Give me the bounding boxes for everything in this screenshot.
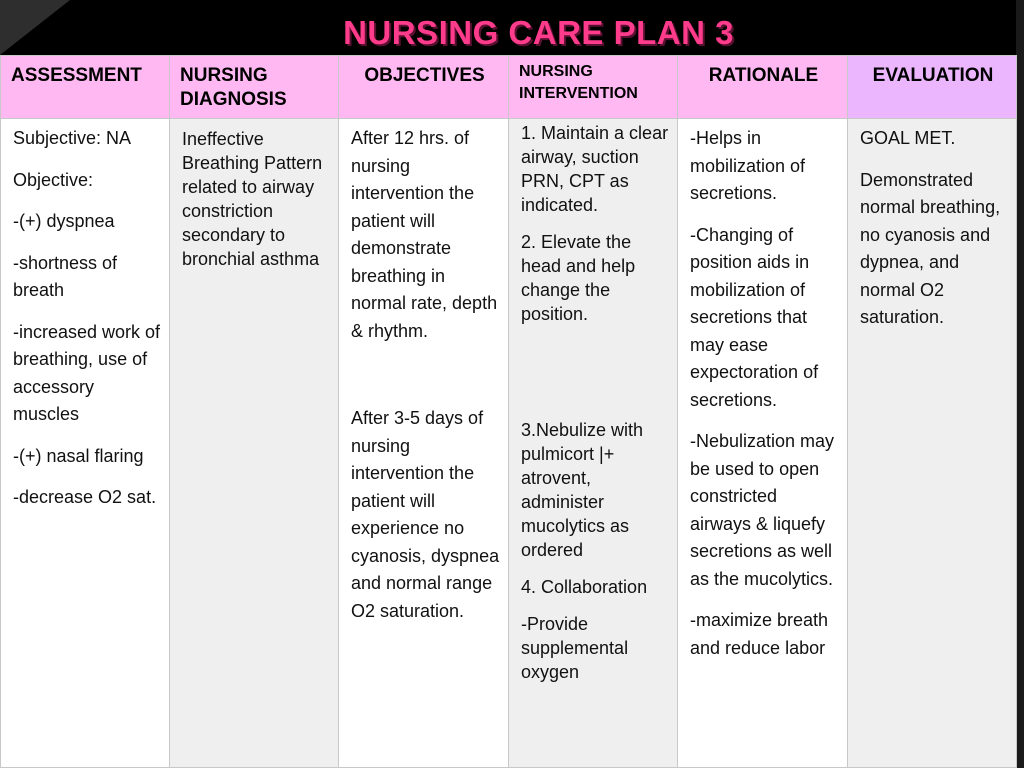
assessment-item: -shortness of breath — [13, 252, 118, 300]
care-plan-table — [0, 55, 1017, 768]
assessment-item: -increased work of breathing, use of accessory muscles — [13, 321, 161, 424]
intervention-item: -Provide supplemental oxygen — [521, 614, 629, 682]
content-row — [1, 119, 1017, 768]
rationale-item: -maximize breath and reduce labor — [690, 610, 829, 658]
assessment-item: -(+) dyspnea — [13, 211, 115, 231]
header-objectives — [339, 56, 509, 119]
header-intervention-line2: INTERVENTION — [519, 85, 638, 102]
rationale-item: -Changing of position aids in mobilization of secretions that may ease expectoration of secretions. — [690, 224, 819, 410]
diagnosis-cell — [170, 119, 339, 768]
intervention-item: 4. Collaboration — [521, 577, 648, 597]
right-edge-decoration — [1016, 0, 1024, 768]
header-diagnosis-line2: DIAGNOSIS — [180, 89, 287, 110]
header-assessment-label: ASSESSMENT — [11, 65, 142, 86]
intervention-item: 2. Elevate the head and help change the position. — [521, 232, 636, 324]
assessment-cell — [1, 119, 170, 768]
rationale-item: -Helps in mobilization of secretions. — [690, 128, 806, 203]
diagnosis-text: Ineffective Breathing Pattern related to airway constriction secondary to bronchial asthma — [182, 129, 323, 269]
objective-item: After 12 hrs. of nursing intervention the patient will demonstrate breathing in normal rate, depth & rhythm. — [351, 128, 498, 341]
slide-title: NURSING CARE PLAN 3 — [343, 14, 734, 51]
header-nursing-diagnosis — [170, 56, 339, 119]
intervention-cell — [509, 119, 678, 768]
header-nursing-intervention — [509, 56, 678, 119]
assessment-item: -decrease O2 sat. — [13, 487, 157, 507]
header-row — [1, 56, 1017, 119]
header-assessment — [1, 56, 170, 119]
evaluation-cell — [848, 119, 1017, 768]
header-objectives-label: OBJECTIVES — [364, 65, 485, 86]
assessment-item: -(+) nasal flaring — [13, 445, 144, 466]
objective-item: After 3-5 days of nursing intervention the patient will experience no cyanosis, dyspnea and normal range O2 saturation. — [351, 408, 500, 621]
header-diagnosis-line1: NURSING — [180, 65, 268, 86]
header-rationale-label: RATIONALE — [708, 65, 819, 86]
intervention-item: 3.Nebulize with pulmicort |+ atrovent, administer mucolytics as ordered — [521, 420, 644, 560]
objectives-cell — [339, 119, 509, 768]
evaluation-text: Demonstrated normal breathing, no cyanosis and dypnea, and normal O2 saturation. — [860, 169, 1001, 327]
header-evaluation — [848, 56, 1017, 119]
assessment-objective: Objective: — [13, 169, 94, 190]
header-intervention-line1: NURSING — [519, 63, 593, 80]
intervention-item: 1. Maintain a clear airway, suction PRN, CPT as indicated. — [521, 123, 669, 215]
evaluation-status: GOAL MET. — [860, 128, 956, 148]
header-evaluation-label: EVALUATION — [872, 65, 994, 86]
assessment-subjective: Subjective: NA — [13, 128, 132, 148]
header-rationale — [678, 56, 848, 119]
rationale-item: -Nebulization may be used to open constricted airways & liquefy secretions as well as the mucolytics. — [690, 431, 835, 589]
rationale-cell — [678, 119, 848, 768]
